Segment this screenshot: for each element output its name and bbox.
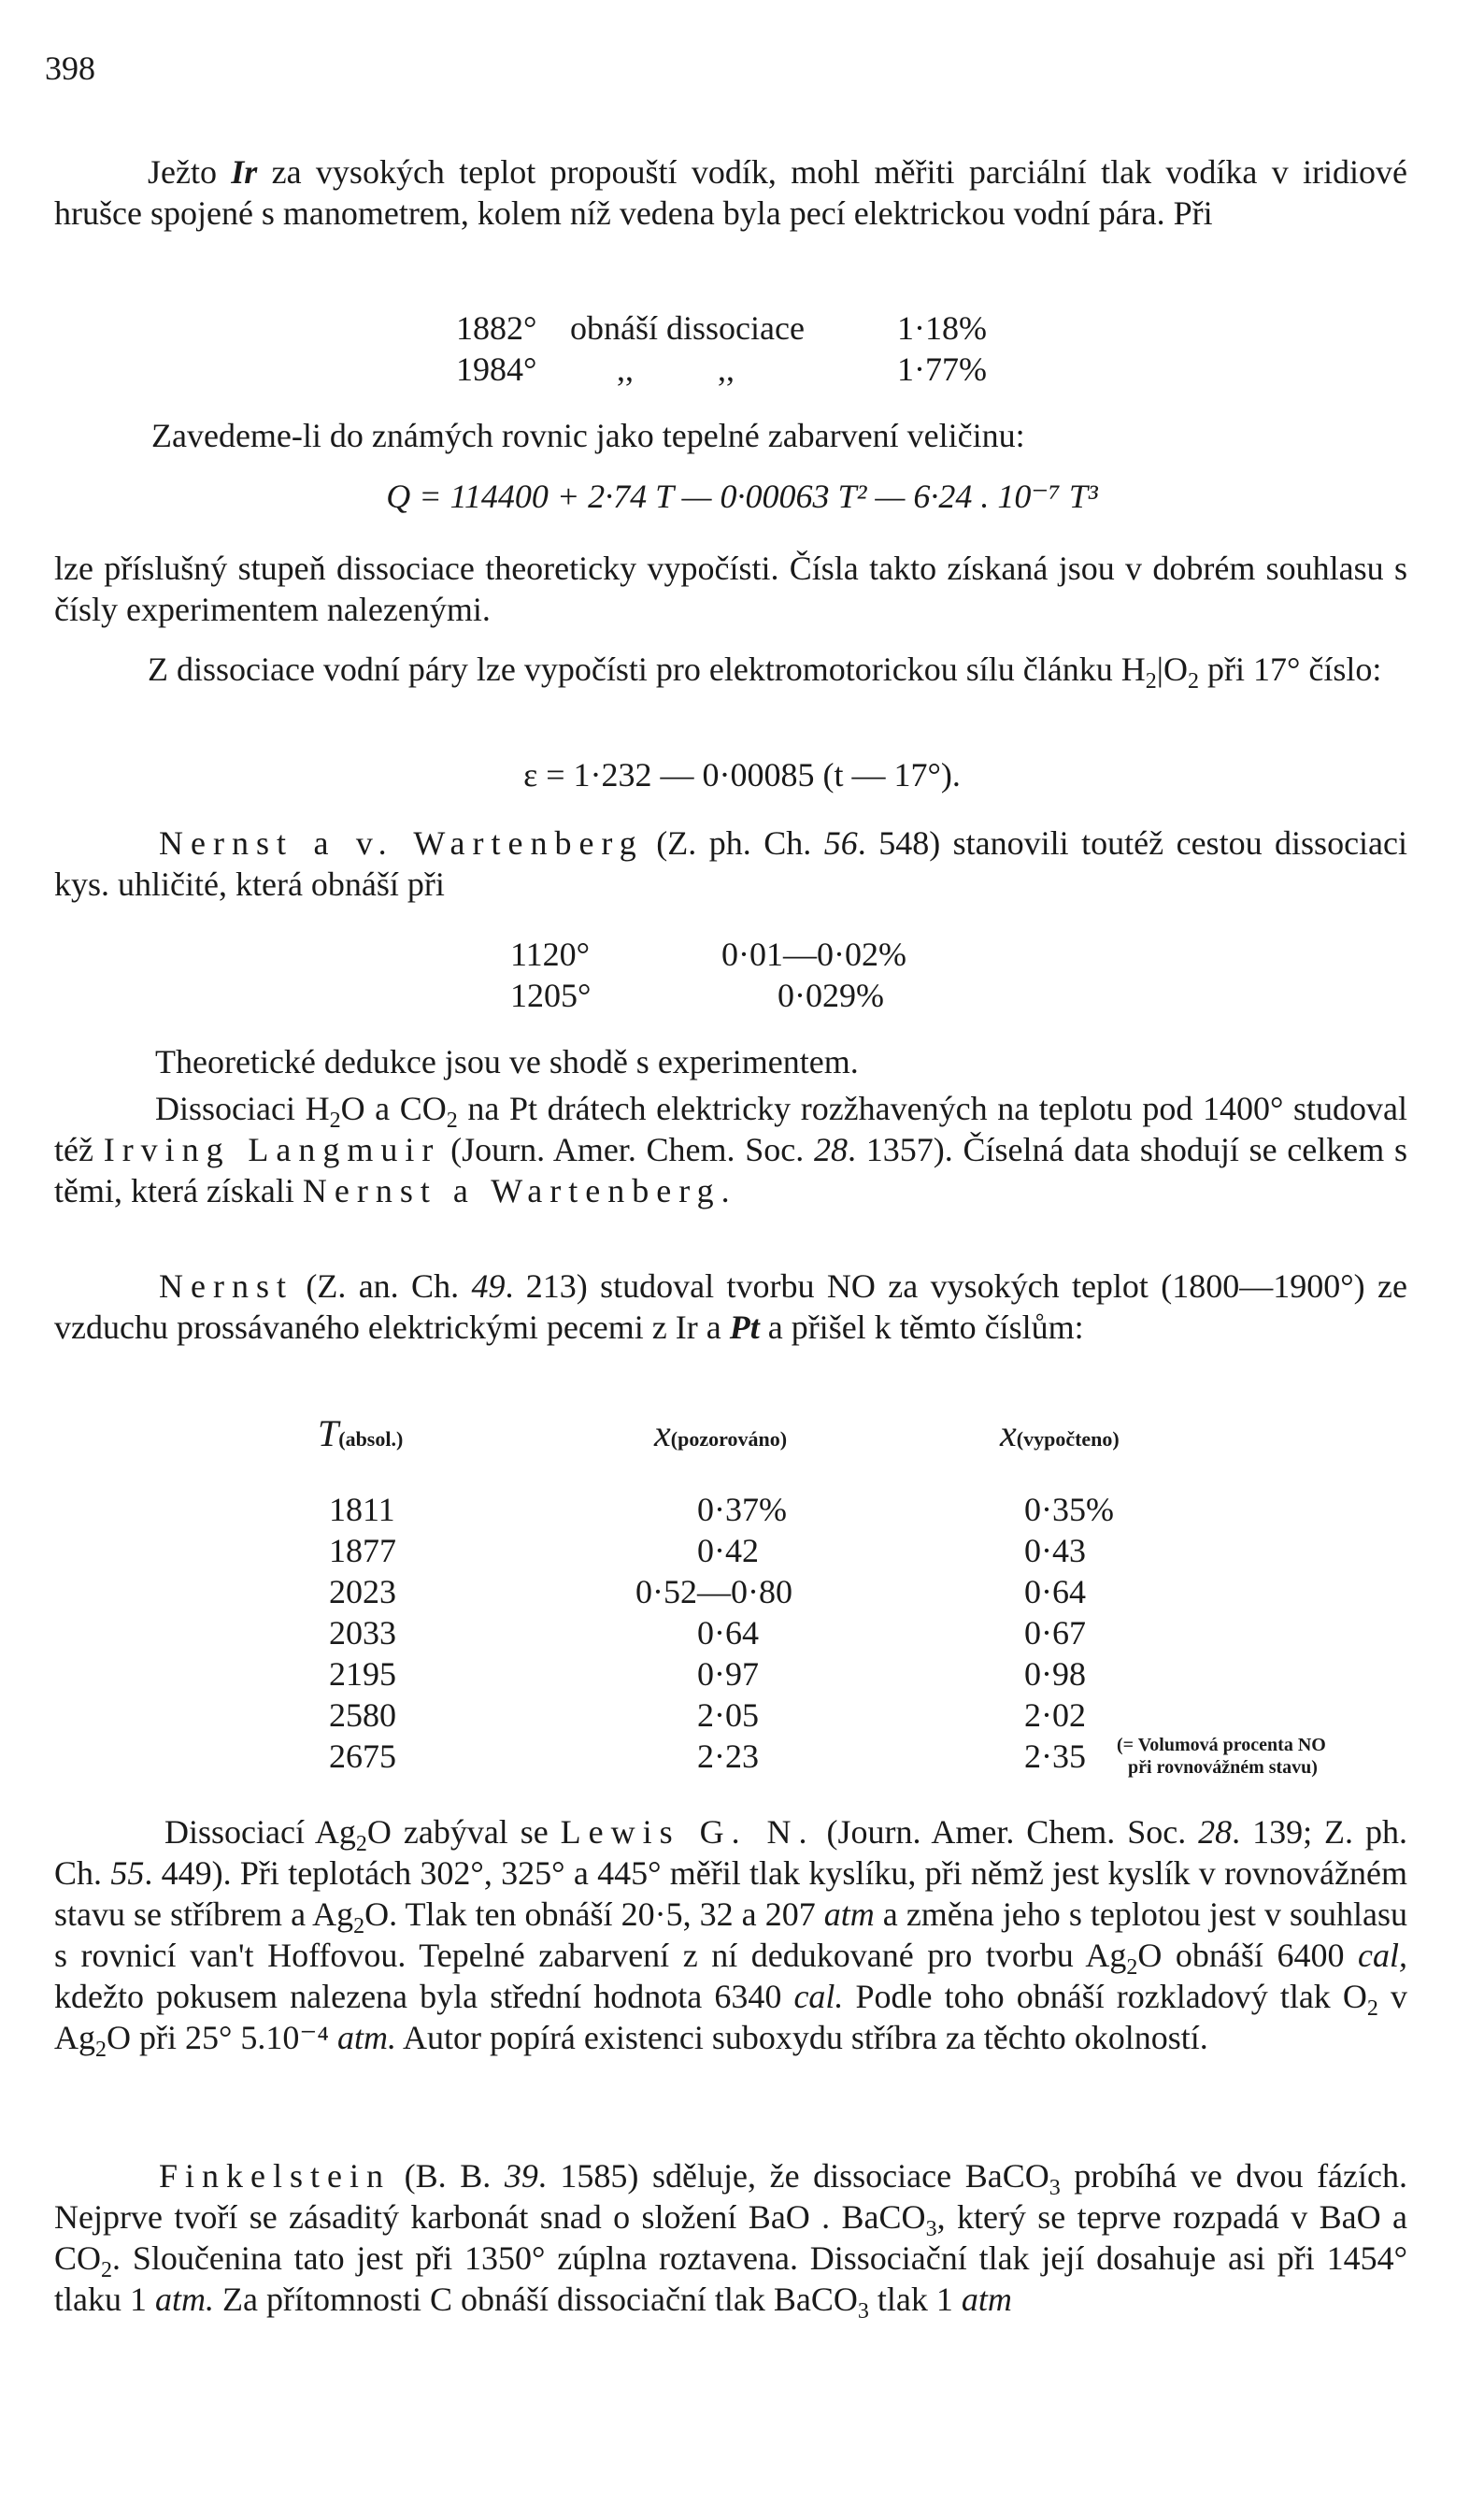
table-cell: 0·64 [697,1614,759,1652]
equation-q: Q = 114400 + 2·74 T — 0·00063 T² — 6·24 . 10⁻⁷ T³ [386,478,1098,515]
paragraph-nernst-no: Nernst (Z. an. Ch. 49. 213) studoval tvorbu NO za vysokých teplot (1800—1900°) ze vzduchu prossávaného elektrickými pecemi z Ir a Pt a přišel k těmto číslům: [54,1267,1407,1346]
diss-ir-label-1: obnáší dissociace [570,309,805,347]
table-header-t: T(absol.) [318,1412,404,1454]
paragraph-langmuir: Dissociaci $H_2O$ a $CO_2$ na Pt drátech elektricky rozžhavených na teplotu pod 1400° studoval též Irving Langmuir (Journ. Amer. Chem. Soc. 28. 1357). Číselná data shodují se celkem s těmi, která získali Nernst a Wartenberg. [54,1090,1407,1209]
paragraph-theory: lze příslušný stupeň dissociace theoreticky vypočísti. Čísla takto získaná jsou v dobrém souhlasu s čísly experimentem nalezenými. [54,550,1407,628]
table-cell: 2·05 [697,1696,759,1734]
diss-ir-temp-2: 1984° [456,350,537,388]
table-header-x-calculated: x(vypočteno) [1000,1412,1120,1454]
table-cell: 0·67 [1024,1614,1086,1652]
table-cell: 1811 [329,1491,395,1528]
paragraph-theory-agreement: Theoretické dedukce jsou ve shodě s experimentem. [155,1043,859,1080]
diss-co2-value-2: 0·029% [778,977,884,1014]
table-cell: 2·35 [1024,1738,1086,1775]
paragraph-emf: Z dissociace vodní páry lze vypočísti pro elektromotorickou sílu článku $H_2|O_2$ při 17° číslo: [148,651,1382,694]
diss-co2-value-1: 0·01—0·02% [721,936,906,973]
table-header-x-observed: x(pozorováno) [654,1412,788,1454]
table-cell: 0·37% [697,1491,787,1528]
table-cell: 2195 [329,1655,396,1693]
diss-ir-temp-1: 1882° [456,309,537,347]
paragraph-nernst-co2: Nernst a v. Wartenberg (Z. ph. Ch. 56. 548) stanovili toutéž cestou dissociaci kys. uhličité, která obnáší při [54,824,1408,903]
table-cell: 0·52—0·80 [635,1573,792,1610]
paragraph-heat: Zavedeme-li do známých rovnic jako tepelné zabarvení veličinu: [151,417,1025,454]
table-cell: 2033 [329,1614,396,1652]
diss-co2-temp-2: 1205° [510,977,592,1014]
table-cell: 2580 [329,1696,396,1734]
diss-ir-label-2: ,, ,, [617,350,735,388]
table-cell: 0·64 [1024,1573,1086,1610]
table-cell: 0·42 [697,1532,759,1569]
paragraph-lewis-ag2o: Dissociací $Ag_2O$ zabýval se Lewis G. N. (Journ. Amer. Chem. Soc. 28. 139; Z. ph. Ch. 55. 449). Při teplotách 302°, 325° a 445° měřil tlak kyslíku, při němž jest kyslík v rovnovážném stavu se stříbrem a $Ag_2O$. Tlak ten obnáší 20·5, 32 a 207 atm a změna jeho s teplotou jest v souhlasu s rovnicí van't Hoffovou. Tepelné zabarvení z ní dedukované pro tvorbu $Ag_2O$ obnáší 6400 cal, kdežto pokusem nalezena byla střední hodnota 6340 cal. Podle toho obnáší rozkladový tlak $O_2$ v $Ag_2O$ při 25° 5.10⁻⁴ atm. Autor popírá existenci suboxydu stříbra za těchto okolností. [54,1813,1407,2062]
table-cell: 2·02 [1024,1696,1086,1734]
page-number: 398 [45,50,95,87]
diss-ir-value-1: 1·18% [897,309,987,347]
table-note: (= Volumová procenta NO při rovnovážném stavu) [1117,1735,1326,1778]
table-cell: 0·98 [1024,1655,1086,1693]
equation-emf: ε = 1·232 — 0·00085 (t — 17°). [523,756,961,794]
paragraph-ir-hydrogen: Ježto Ir za vysokých teplot propouští vodík, mohl měřiti parciální tlak vodíka v iridiové hrušce spojené s manometrem, kolem níž vedena byla pecí elektrickou vodní pára. Při [54,153,1407,232]
table-cell: 1877 [329,1532,396,1569]
table-cell: 2675 [329,1738,396,1775]
table-cell: 0·97 [697,1655,759,1693]
table-cell: 0·43 [1024,1532,1086,1569]
paragraph-finkelstein-baco3: Finkelstein (B. B. 39. 1585) sděluje, že dissociace BaCO$_3$ probíhá ve dvou fázích. Nejprve tvoří se zásaditý karbonát snad o složení BaO . BaCO$_3$, který se teprve rozpadá v BaO a $CO_2$. Sloučenina tato jest při 1350° zúplna roztavena. Dissociační tlak její dosahuje asi při 1454° tlaku 1 atm. Za přítomnosti C obnáší dissociační tlak BaCO$_3$ tlak 1 atm [54,2157,1408,2324]
table-cell: 0·35% [1024,1491,1114,1528]
diss-ir-value-2: 1·77% [897,350,987,388]
table-cell: 2023 [329,1573,396,1610]
table-cell: 2·23 [697,1738,759,1775]
diss-co2-temp-1: 1120° [510,936,591,973]
